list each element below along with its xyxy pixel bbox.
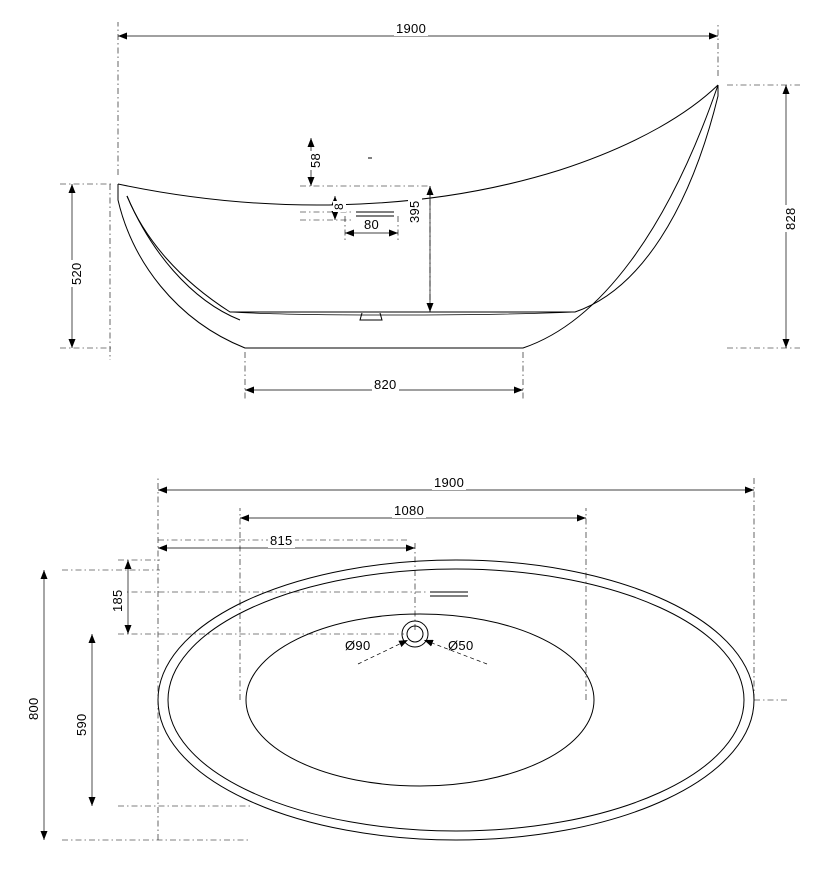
elevation-dimension-lines	[69, 36, 786, 390]
plan-dimension-lines	[44, 490, 754, 840]
plan-tub-outline	[158, 560, 754, 840]
elevation-overflow-slot-width-label: 80	[364, 217, 380, 232]
plan-overall-length-label: 1900	[434, 475, 465, 490]
elevation-overflow-offset-label: 58	[308, 152, 323, 168]
plan-overflow-from-top-label: 185	[110, 589, 125, 612]
elevation-drain-mark	[360, 313, 382, 320]
plan-inner-length-label: 1080	[394, 503, 425, 518]
plan-overall-width-label: 800	[26, 697, 41, 720]
elevation-overflow-slot	[356, 212, 394, 216]
plan-drain-from-bottom-label: 590	[74, 713, 89, 736]
elevation-overall-height-label: 828	[783, 207, 798, 230]
plan-drain-from-left-label: 815	[270, 533, 293, 548]
elevation-overflow-slot-height-label: 8	[332, 203, 346, 210]
elevation-base-length-label: 820	[374, 377, 397, 392]
plan-drain-inner-diameter-label: Ø50	[448, 638, 474, 653]
elevation-rim-height-label: 520	[69, 262, 84, 285]
elevation-overall-length-label: 1900	[396, 21, 427, 36]
plan-overflow-slot	[430, 592, 468, 596]
plan-drain-outer-diameter-label: Ø90	[345, 638, 371, 653]
elevation-inner-depth-label: 395	[407, 200, 422, 223]
